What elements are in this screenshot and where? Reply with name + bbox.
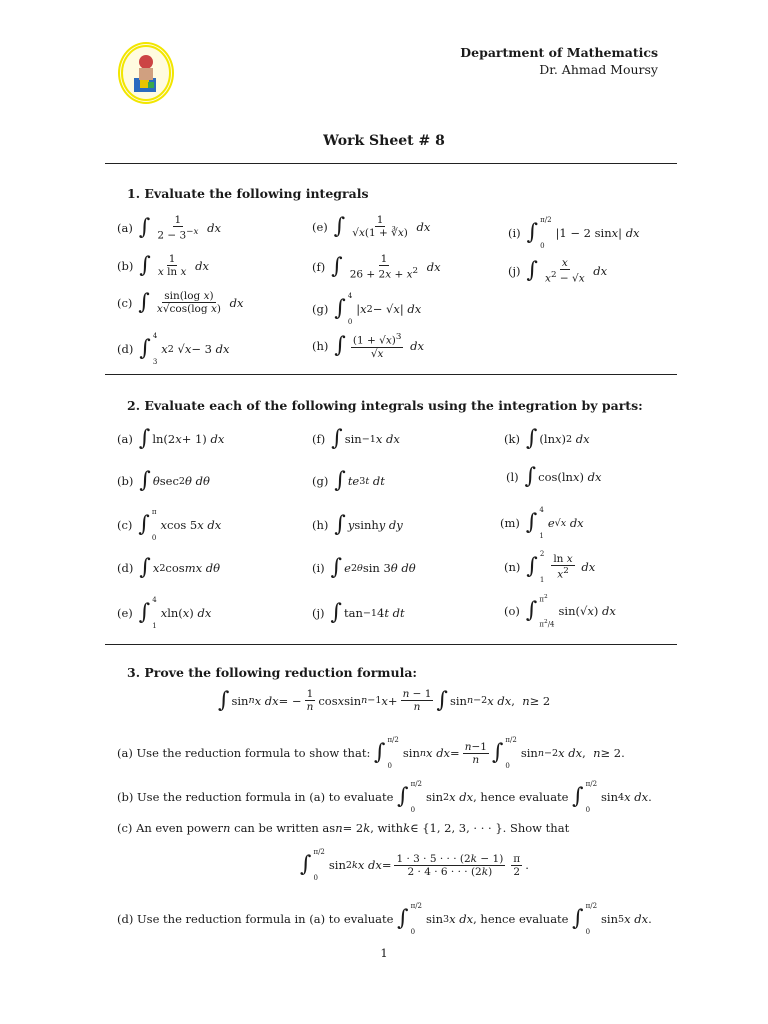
problem-1h: (h) ∫ $\frac{(1 + √x)^3}{√x}$ dx [312,332,424,360]
problem-2l: (l) ∫ cos(ln x ) dx [506,464,602,489]
problem-2j: (j) ∫ tan −1 4 t dt [312,600,405,625]
problem-2d: (d) ∫ x 2 cos mx dθ [117,555,221,580]
top-rule [105,163,677,164]
problem-1e: (e) ∫ $\frac{1}{√x(1 + ∛x)}$ dx [312,213,431,239]
problem-2g: (g) ∫ te 3t dt [312,468,385,493]
reduction-formula: ∫ sin n x dx = − $\frac{1}{n}$ cos x sin n−1 x + $\frac{n - 1}{n}$ ∫ sin n−2 x dx , n ≥ 2 [218,687,551,713]
problem-2n: (n) ∫ 2 1 $\frac{\text{ln x}}{x^2}$ dx [504,550,596,584]
problem-1g: (g) ∫ 4 0 | x 2 − √ x | dx [312,292,422,326]
worksheet-title: Work Sheet # 8 [323,133,445,149]
section-2-title: 2. Evaluate each of the following integrals using the integration by parts: [127,398,643,413]
problem-1d: (d) ∫ 4 3 x 2 √ x − 3 dx [117,332,230,366]
problem-1a: (a) ∫ $\frac{1}{2 - 3^{-x}}$ dx [117,214,221,242]
problem-2a: (a) ∫ ln(2 x + 1) dx [117,426,225,451]
author-name: Dr. Ahmad Moursy [539,62,658,77]
section-1-title: 1. Evaluate the following integrals [127,186,369,201]
department-name: Department of Mathematics [460,45,658,60]
problem-2o: (o) ∫ $\pi^2$ $\pi^2/4$ sin(√ x ) dx [504,594,616,628]
problem-1b: (b) ∫ $\frac{1}{\text{x ln x}}$ dx [117,252,209,278]
problem-2b: (b) ∫ θ sec 2 θ dθ [117,468,210,493]
problem-2h: (h) ∫ y sinh y dy [312,512,403,537]
problem-2m: (m) ∫ 4 1 e √x dx [500,506,584,540]
section-2-rule [105,644,677,645]
part-3c-formula: ∫ π/2 0 sin 2k x dx = $\frac{1 \cdot 3 \cdot 5 \cdot \cdot \cdot (2k - 1)}{2 \cdot 4 \cdot 6 \cdot \cdot \cdot (2k)}$ $\frac{\pi}{2}$ . [300,848,529,882]
part-3d: (d) Use the reduction formula in (a) to evaluate ∫ π/2 0 sin 3 x dx , hence evaluate ∫ π/2 0 sin 5 x dx . [117,902,652,936]
problem-1i: (i) ∫ π/2 0 |1 − 2 sin x | dx [508,216,640,250]
problem-2f: (f) ∫ sin −1 x dx [312,426,400,451]
section-3-title: 3. Prove the following reduction formula: [127,665,418,680]
problem-1c: (c) ∫ $\frac{\text{sin(log x)}}{\text{x√cos(log x)}}$ dx [117,289,244,315]
problem-1j: (j) ∫ $\frac{x}{x^2 - √x}$ dx [508,257,608,285]
part-3b: (b) Use the reduction formula in (a) to evaluate ∫ π/2 0 sin 2 x dx , hence evaluate ∫ π/2 0 sin 4 x dx . [117,780,652,814]
part-3c: (c) An even power n can be written as n = 2 k , with k ∈ {1, 2, 3, · · · }. Show that [117,821,570,835]
page-number: 1 [380,946,388,960]
part-3a: (a) Use the reduction formula to show that: ∫ π/2 0 sin n x dx = $\frac{n-1}{n}$ ∫ π/2 0 sin n−2 x dx , n ≥ 2. [117,736,625,770]
problem-2k: (k) ∫ (ln x ) 2 dx [504,426,590,451]
problem-2i: (i) ∫ e 2θ sin 3 θ dθ [312,555,416,580]
problem-1f: (f) ∫ $\frac{1}{26 + 2x + x^2}$ dx [312,253,441,281]
problem-2c: (c) ∫ π 0 x cos 5 x dx [117,508,222,542]
header-block [460,44,658,78]
section-1-rule [105,374,677,375]
problem-2e: (e) ∫ 4 1 x ln( x ) dx [117,596,212,630]
university-logo [118,42,174,104]
